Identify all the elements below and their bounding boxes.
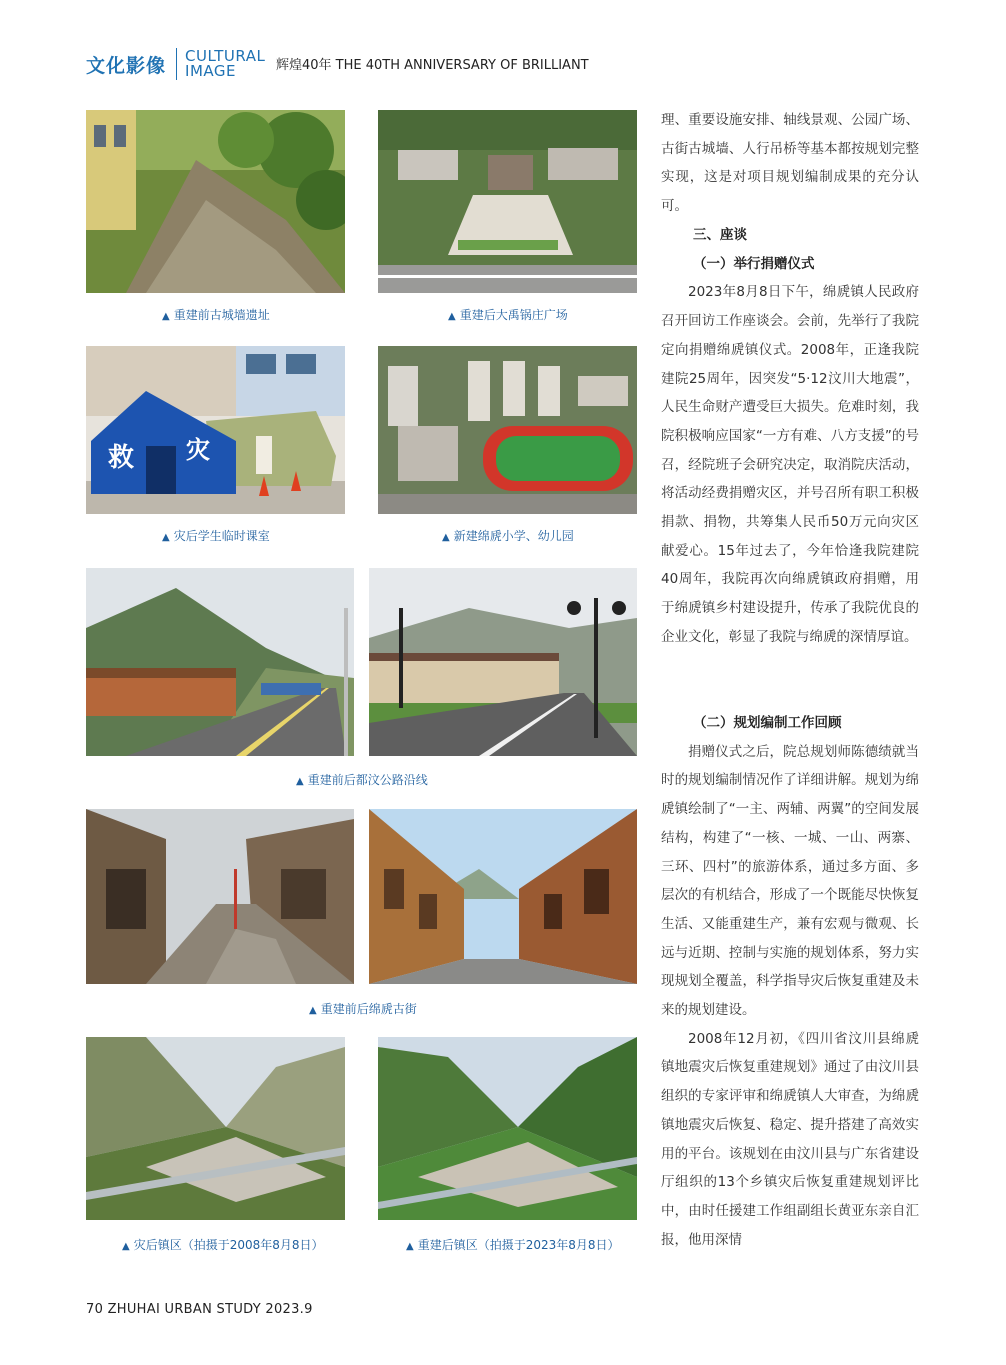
caption-dayu-square: ▲ 重建后大禹锅庄广场	[448, 308, 568, 322]
caption-marker: ▲	[448, 311, 456, 322]
paragraph-planning-review: 捐赠仪式之后，院总规划师陈德绩就当时的规划编制情况作了详细讲解。规划为绵虒镇绘制了“一主、两辅、两翼”的空间发展结构，构建了“一核、一城、一山、两寨、三环、四村”的旅游体系，通过多方面、多层次的有机结合，形成了一个既能尽快恢复生活、又能重建生产，兼有宏观与微观、长远与近期、控制与实施的规划体系，努力实现规划全覆盖，科学指导灾后恢复重建及未来的规划建设。	[661, 743, 919, 1019]
caption-marker: ▲	[442, 532, 450, 543]
caption-marker: ▲	[406, 1241, 414, 1252]
caption-temporary-classroom: ▲ 灾后学生临时课室	[162, 529, 270, 543]
caption-town-2023: ▲ 重建后镇区（拍摄于2023年8月8日）	[406, 1238, 620, 1252]
photo-town-2008	[86, 1037, 345, 1220]
section-title-cn: 文化影像	[86, 54, 167, 77]
caption-marker: ▲	[162, 311, 170, 322]
photo-old-street-after	[369, 809, 637, 984]
photo-new-school	[378, 346, 637, 514]
subsection-heading-2: （二）规划编制工作回顾	[693, 715, 842, 731]
caption-old-street: ▲ 重建前后绵虒古街	[309, 1002, 417, 1016]
caption-marker: ▲	[296, 776, 304, 787]
caption-marker: ▲	[122, 1241, 130, 1252]
paragraph-donation: 2023年8月8日下午，绵虒镇人民政府召开回访工作座谈会。会前，先举行了我院定向捐赠绵虒镇仪式。2008年，正逢我院建院25周年，因突发“5·12汶川大地震”，人民生命财产遭受巨大损失。危难时刻，我院积极响应国家“一方有难、八方支援”的号召，经院班子会研究决定，取消院庆活动，将活动经费捐赠灾区，并号召所有职工积极捐款、捐物，共筹集人民币50万元向灾区献爱心。15年过去了，今年恰逢我院建院40周年，我院再次向绵虒镇政府捐赠，用于绵虒镇乡村建设提升，传承了我院优良的企业文化，彰显了我院与绵虒的深情厚谊。	[661, 284, 919, 645]
tent-char-left: 救	[108, 443, 135, 473]
section-header	[86, 46, 265, 82]
photo-highway-after	[369, 568, 637, 756]
subsection-heading-1: （一）举行捐赠仪式	[693, 255, 815, 272]
photo-old-city-wall	[86, 110, 345, 293]
photo-highway-before	[86, 568, 354, 756]
article-text-column	[661, 106, 919, 221]
series-title: 辉煌40年 THE 40TH ANNIVERSARY OF BRILLIANT	[276, 58, 589, 73]
photo-old-street-before	[86, 809, 354, 984]
tent-char-right: 灾	[186, 436, 210, 464]
subsection-block-2	[661, 709, 919, 1254]
caption-marker: ▲	[309, 1005, 317, 1016]
header-divider	[176, 48, 177, 80]
paragraph-plan-approval: 2008年12月初，《四川省汶川县绵虒镇地震灾后恢复重建规划》通过了由汶川县组织的专家评审和绵虒镇人大审查，为绵虒镇地震灾后恢复、稳定、提升搭建了高效实用的平台。该规划在由汶川县与广东省建设厅组织的13个乡镇灾后恢复重建规划评比中，由时任援建工作组副组长黄亚东亲自汇报，他用深情	[661, 1030, 919, 1248]
page-footer: 70 ZHUHAI URBAN STUDY 2023.9	[86, 1302, 313, 1317]
photo-dayu-square	[378, 110, 637, 293]
photo-temporary-classroom	[86, 346, 345, 514]
section-title-en: CULTURAL IMAGE	[185, 47, 266, 80]
section-heading: 三、座谈	[693, 227, 747, 243]
caption-highway: ▲ 重建前后都汶公路沿线	[296, 773, 428, 787]
section-heading-block	[661, 221, 919, 652]
caption-town-2008: ▲ 灾后镇区（拍摄于2008年8月8日）	[122, 1238, 324, 1252]
paragraph-continued: 理、重要设施安排、轴线景观、公园广场、古街古城墙、人行吊桥等基本都按规划完整实现，这是对项目规划编制成果的充分认可。	[661, 112, 919, 215]
caption-marker: ▲	[162, 532, 170, 543]
photo-town-2023	[378, 1037, 637, 1220]
caption-new-school: ▲ 新建绵虒小学、幼儿园	[442, 529, 574, 543]
caption-old-city-wall: ▲ 重建前古城墙遗址	[162, 308, 270, 322]
